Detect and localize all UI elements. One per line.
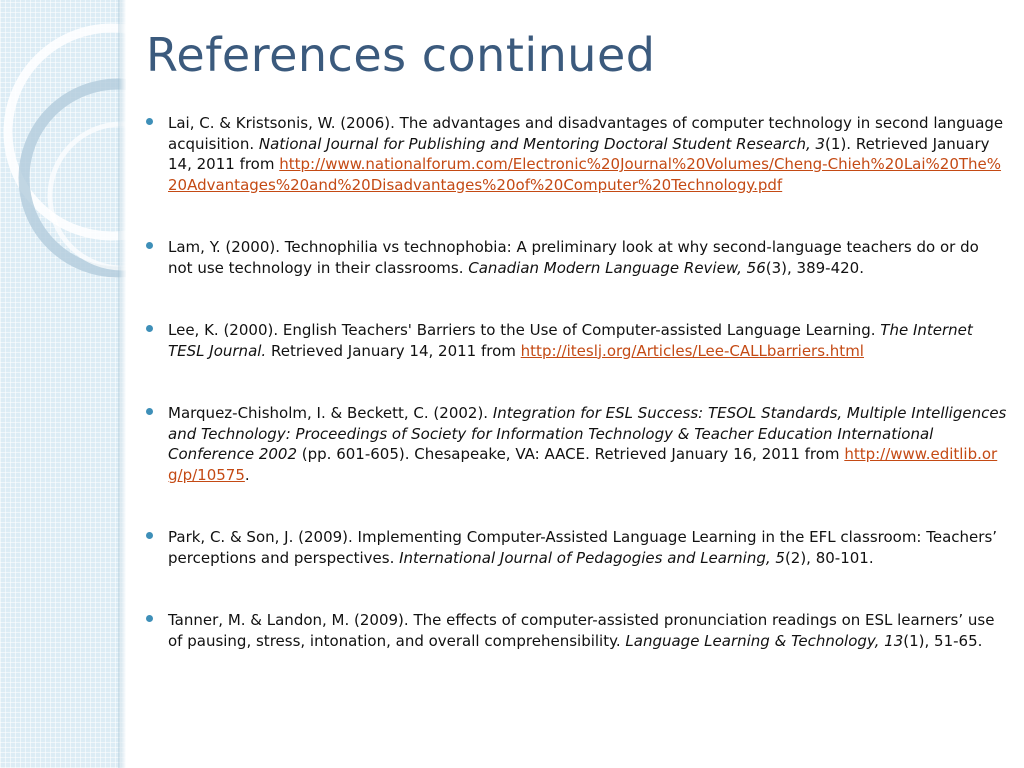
reference-list	[146, 113, 1008, 651]
reference-source: International Journal of Pedagogies and Learning, 5	[399, 548, 785, 567]
reference-item	[146, 113, 1008, 195]
reference-link[interactable]: http://iteslj.org/Articles/Lee-CALLbarriers.html	[520, 341, 864, 360]
slide-title: References continued	[146, 28, 656, 82]
reference-text: Marquez-Chisholm, I. & Beckett, C. (2002).	[168, 404, 493, 422]
reference-tail: .	[244, 465, 250, 484]
bullet-icon	[146, 532, 153, 539]
reference-link[interactable]: http://www.editlib.org/p/10575	[168, 445, 998, 484]
reference-source: Integration for ESL Success: TESOL Standards, Multiple Intelligences and Technology: Proceedings of Society for Information Technology & Teacher Education International Conference 2002	[168, 404, 1007, 463]
reference-details: (1). Retrieved January 14, 2011 from	[168, 134, 990, 173]
reference-details: (1), 51-65.	[903, 631, 983, 650]
reference-text: Lam, Y. (2000). Technophilia vs technophobia: A preliminary look at why second-language teachers do or do not use technology in their classrooms.	[168, 238, 979, 277]
bullet-icon	[146, 242, 153, 249]
reference-link[interactable]: http://www.nationalforum.com/Electronic%20Journal%20Volumes/Cheng-Chieh%20Lai%20The%20Advantages%20and%20Disadvantages%20of%20Computer%20Technology.pdf	[168, 155, 1002, 194]
decorative-rings	[0, 0, 126, 768]
reference-details: Retrieved January 14, 2011 from	[266, 341, 521, 360]
reference-text: Lai, C. & Kristsonis, W. (2006). The advantages and disadvantages of computer technology in second language acquisition.	[168, 114, 1004, 153]
sidebar-edge	[118, 0, 126, 768]
reference-details: (3), 389-420.	[765, 258, 864, 277]
bullet-icon	[146, 615, 153, 622]
reference-source: Canadian Modern Language Review, 56	[468, 258, 766, 277]
reference-item	[146, 610, 1008, 651]
reference-details: (2), 80-101.	[784, 548, 874, 567]
reference-source: National Journal for Publishing and Mentoring Doctoral Student Research, 3	[258, 134, 826, 153]
reference-source: Language Learning & Technology, 13	[625, 631, 904, 650]
reference-text: Tanner, M. & Landon, M. (2009). The effects of computer-assisted pronunciation readings on ESL learners’ use of pausing, stress, intonation, and overall comprehensibility.	[168, 611, 995, 650]
reference-item	[146, 320, 1008, 361]
reference-source: The Internet TESL Journal.	[168, 321, 973, 360]
bullet-icon	[146, 118, 153, 125]
reference-details: (pp. 601-605). Chesapeake, VA: AACE. Retrieved January 16, 2011 from	[297, 445, 845, 463]
bullet-icon	[146, 408, 153, 415]
reference-text: Park, C. & Son, J. (2009). Implementing Computer-Assisted Language Learning in the EFL classroom: Teachers’ perceptions and perspectives.	[168, 528, 998, 567]
reference-item	[146, 527, 1008, 568]
reference-text: Lee, K. (2000). English Teachers' Barriers to the Use of Computer-assisted Language Learning.	[168, 321, 881, 339]
reference-item	[146, 403, 1008, 485]
bullet-icon	[146, 325, 153, 332]
decorative-sidebar	[0, 0, 126, 768]
decor-ring-medium	[24, 84, 126, 272]
reference-item	[146, 237, 1008, 278]
